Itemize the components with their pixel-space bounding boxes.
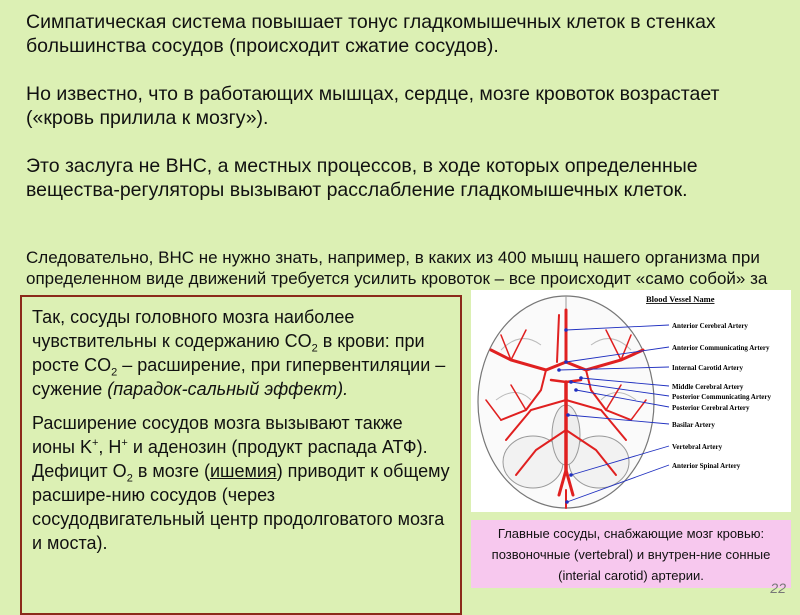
paragraph-blood-flow: Но известно, что в работающих мышцах, сердце, мозге кровоток возрастает («кровь прилила к мозгу»). (26, 83, 720, 129)
box-paragraph-co2 (32, 305, 450, 401)
artery-label: Anterior Cerebral Artery (672, 322, 748, 330)
artery-label: Posterior Communicating Artery (672, 393, 772, 401)
pointer-dot (564, 328, 568, 332)
figure-title: Blood Vessel Name (646, 294, 715, 304)
artery-label: Anterior Spinal Artery (672, 462, 741, 470)
pointer-dot (566, 413, 570, 417)
subscript: 2 (311, 342, 318, 355)
box-paragraph-ions (32, 411, 450, 555)
box-text: в мозге ( (132, 461, 210, 481)
pointer-dot (564, 360, 568, 364)
artery-label: Posterior Cerebral Artery (672, 404, 750, 412)
ischemia-link: ишемия (210, 461, 277, 481)
paradox-note: (парадок-сальный эффект). (107, 379, 349, 399)
pointer-dot (574, 388, 578, 392)
box-text: и аденозин (продукт распада АТФ). Дефицит O (32, 437, 428, 481)
paragraph-conclusion: Следовательно, ВНС не нужно знать, например, в каких из 400 мышц нашего организма при определенном виде движений требуется усилить кровоток – все происходит «само собой» за (26, 248, 768, 288)
subscript: 2 (126, 472, 133, 485)
pointer-dot (569, 380, 573, 384)
paragraph-sympathetic: Симпатическая система повышает тонус гладкомышечных клеток в стенках большинства сосудов (происходит сжатие сосудов). (26, 11, 716, 57)
artery-label: Internal Carotid Artery (672, 364, 744, 372)
box-text: , H (98, 437, 122, 457)
figure-caption: Главные сосуды, снабжающие мозг кровью: позвоночные (vertebral) и внутрен-ние сонные (interial carotid) артерии. (471, 520, 791, 588)
artery-label: Middle Cerebral Artery (672, 383, 744, 391)
superscript: + (91, 437, 99, 449)
artery-label: Anterior Communicating Artery (672, 344, 770, 352)
box-text: – расширение, при гипервентиляции – сужение (32, 355, 446, 399)
pointer-dot (569, 473, 573, 477)
superscript: + (121, 437, 128, 449)
pointer-dot (565, 500, 569, 504)
brain-vessels-textbox (20, 295, 462, 615)
box-text: в крови: при росте CO (32, 331, 425, 375)
paragraph-local-processes: Это заслуга не ВНС, а местных процессов, в ходе которых определенные вещества-регуляторы вызывают расслабление гладкомышечных клеток. (26, 155, 698, 201)
box-text: Так, сосуды головного мозга наиболее чувствительны к содержанию CO (32, 307, 355, 351)
box-text: Расширение сосудов мозга вызывают также ионы K (32, 413, 403, 457)
artery-label: Vertebral Artery (672, 443, 723, 451)
pointer-dot (579, 376, 583, 380)
page-number: 22 (770, 580, 786, 596)
brain-vessels-illustration (471, 290, 791, 512)
artery-label: Basilar Artery (672, 421, 715, 429)
box-text: ) приводит к общему расшире-нию сосудов (через сосудодвигательный центр продолговатого мозга и моста). (32, 461, 450, 553)
pointer-dot (557, 368, 561, 372)
subscript: 2 (111, 366, 118, 379)
brain-vessels-figure (471, 290, 791, 512)
